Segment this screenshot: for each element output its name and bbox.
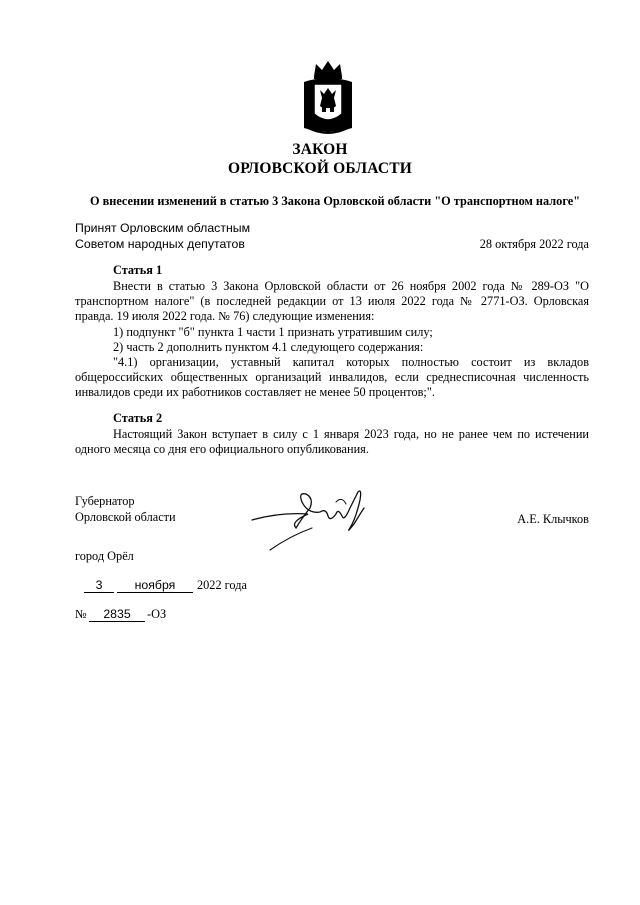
law-subtitle: О внесении изменений в статью 3 Закона Орловской области "О транспортном налоге" [89,194,581,208]
signing-city: город Орёл [75,549,134,563]
adoption-line2: Советом народных депутатов [75,237,245,251]
article2-heading: Статья 2 [113,411,163,425]
law-title-line2: ОРЛОВСКОЙ ОБЛАСТИ [227,160,413,177]
adoption-line1: Принят Орловским областным [75,221,251,235]
law-number-prefix: № [75,607,87,621]
article1-item2: 2) часть 2 дополнить пунктом 4.1 следующего содержания: [113,340,424,354]
article2-text: Настоящий Закон вступает в силу с 1 января 2023 года, но не ранее чем по истечении одного месяца со дня его официального опубликования. [75,427,589,457]
signing-month: ноября [117,578,193,593]
article1-item1: 1) подпункт "б" пункта 1 части 1 признать утратившим силу; [113,325,433,339]
signatory-position-line2: Орловской области [75,510,176,524]
law-title-line1: ЗАКОН [292,141,348,158]
handwritten-signature-icon [250,478,380,558]
signatory-name: А.Е. Клычков [517,512,589,526]
adoption-date: 28 октября 2022 года [479,237,589,251]
article1-intro: Внести в статью 3 Закона Орловской области от 26 ноября 2002 года № 289-ОЗ "О транспортном налоге" (в последней редакции от 13 июля 2022 года № 2771-ОЗ. Орловская правда. 19 июля 2022 года. № 76) следующие изменения: [75,279,589,324]
law-number-suffix: -ОЗ [147,607,167,621]
article1-heading: Статья 1 [113,263,163,277]
signing-year: 2022 года [197,578,247,592]
signing-day: 3 [84,578,114,593]
orel-oblast-coat-of-arms-icon [300,58,356,138]
article1-quote: "4.1) организации, уставный капитал которых полностью состоит из вкладов общероссийских общественных организаций инвалидов, если среднесписочная численность инвалидов среди их работников составляет не менее 50 процентов;". [75,355,589,400]
signatory-position-line1: Губернатор [75,494,135,508]
law-number: 2835 [89,607,145,622]
